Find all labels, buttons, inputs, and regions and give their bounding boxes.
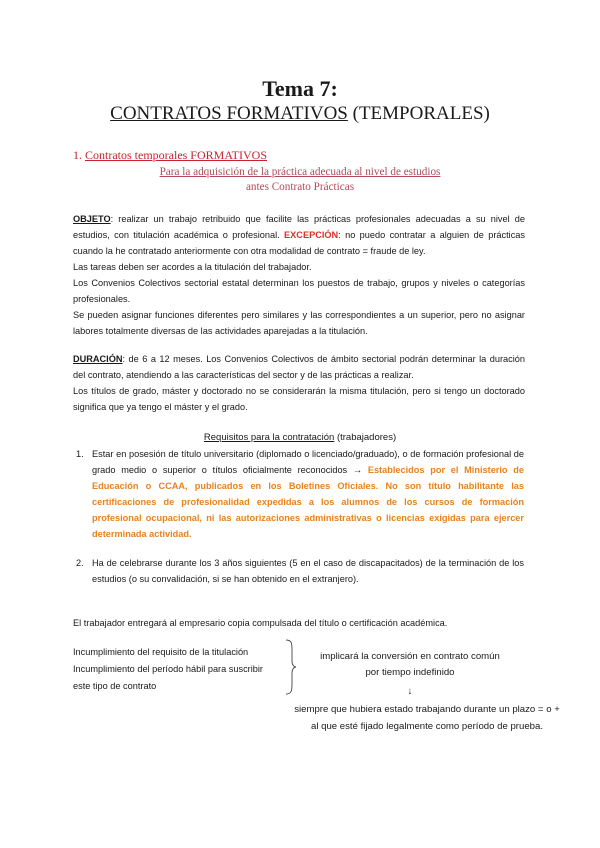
requisitos-list bbox=[76, 446, 524, 542]
item-text: Estar en posesión de título universitario (diplomado o licenciado/graduado), o de formación profesional de grado medio o superior o títulos oficialmente reconocidos → bbox=[92, 449, 524, 475]
down-arrow-icon: ↓ bbox=[407, 686, 413, 697]
requisitos-heading bbox=[0, 432, 600, 443]
siempre-line1: siempre que hubiera estado trabajando durante un plazo = o + bbox=[294, 704, 560, 715]
duracion-keyword: DURACIÓN bbox=[73, 354, 123, 364]
section-previous-name: antes Contrato Prácticas bbox=[245, 181, 355, 193]
page-title: Tema 7: bbox=[262, 76, 338, 101]
objeto-text: : realizar un trabajo retribuido que facilite las prácticas profesionales adecuadas a su nivel de estudios, con titulación académica o profesional. bbox=[73, 214, 525, 240]
section-number: 1. bbox=[73, 148, 82, 162]
incumplimiento-line: Incumplimiento del requisito de la titulación bbox=[73, 647, 249, 657]
item-number: 1. bbox=[76, 449, 84, 459]
section-purpose: Para la adquisición de la práctica adecuada al nivel de estudios bbox=[159, 166, 441, 178]
requisitos-title: Requisitos para la contratación bbox=[203, 432, 335, 443]
duracion-line1 bbox=[73, 351, 525, 383]
subtitle-extra: (TEMPORALES) bbox=[347, 103, 490, 124]
item-highlight: Establecidos por el Ministerio de Educación o CCAA, publicados en los Boletines Oficiales. No son título habilitante las certificaciones de profesionalidad expedidas a los alumnos de los cursos de formación profesional ocupacional, ni las autorizaciones administrativas o licencias exigidas para ejercer determinada actividad. bbox=[92, 465, 524, 539]
requisitos-extra: (trabajadores) bbox=[334, 432, 397, 443]
conversion-line2: por tiempo indefinido bbox=[365, 667, 455, 678]
duracion-paragraph bbox=[73, 351, 525, 415]
list-item bbox=[76, 555, 524, 587]
incumplimiento-line: este tipo de contrato bbox=[73, 681, 157, 691]
siempre-line2: al que esté fijado legalmente como período de prueba. bbox=[310, 721, 543, 732]
subtitle-main: CONTRATOS FORMATIVOS bbox=[110, 103, 348, 124]
objeto-line2: Las tareas deben ser acordes a la titulación del trabajador. bbox=[73, 262, 312, 272]
exception-text: : no puedo contratar a alguien de prácticas cuando la he contratado anteriormente con otra modalidad de contrato = fraude de ley. bbox=[73, 230, 525, 256]
item-text: Ha de celebrarse durante los 3 años siguientes (5 en el caso de discapacitados) de la terminación de los estudios (o su convalidación, si se han obtenido en el extranjero). bbox=[92, 558, 524, 584]
objeto-line1 bbox=[73, 211, 525, 259]
duracion-line2: Los títulos de grado, máster y doctorado no se considerarán la misma titulación, pero si tengo un doctorado significa que ya tengo el máster y el grado. bbox=[73, 386, 525, 412]
section-heading bbox=[73, 148, 267, 163]
entrega-text: El trabajador entregará al empresario copia compulsada del título o certificación académica. bbox=[73, 618, 448, 628]
exception-label: EXCEPCIÓN bbox=[284, 230, 339, 240]
list-item bbox=[76, 446, 524, 542]
objeto-keyword: OBJETO bbox=[73, 214, 111, 224]
requisitos-list-2 bbox=[76, 555, 524, 587]
objeto-paragraph bbox=[73, 211, 525, 339]
conversion-line1: implicará la conversión en contrato común bbox=[320, 651, 500, 662]
objeto-line4: Se pueden asignar funciones diferentes pero similares y las correspondientes a un superior, pero no asignar labores totalmente diversas de las actividades aparejadas a la titulación. bbox=[73, 310, 525, 336]
item-number: 2. bbox=[76, 558, 84, 568]
duracion-text: : de 6 a 12 meses. Los Convenios Colectivos de ámbito sectorial podrán determinar la duración del contrato, atendiendo a las características del sector y de las prácticas a realizar. bbox=[73, 354, 525, 380]
incumplimiento-line: Incumplimiento del período hábil para suscribir bbox=[73, 664, 263, 674]
incumplimiento-list bbox=[73, 644, 263, 695]
section-label: Contratos temporales FORMATIVOS bbox=[85, 148, 267, 162]
curly-brace bbox=[284, 638, 298, 696]
objeto-line3: Los Convenios Colectivos sectorial estatal determinan los puestos de trabajo, grupos y niveles o categorías profesionales. bbox=[73, 278, 525, 304]
page-subtitle bbox=[0, 103, 600, 125]
